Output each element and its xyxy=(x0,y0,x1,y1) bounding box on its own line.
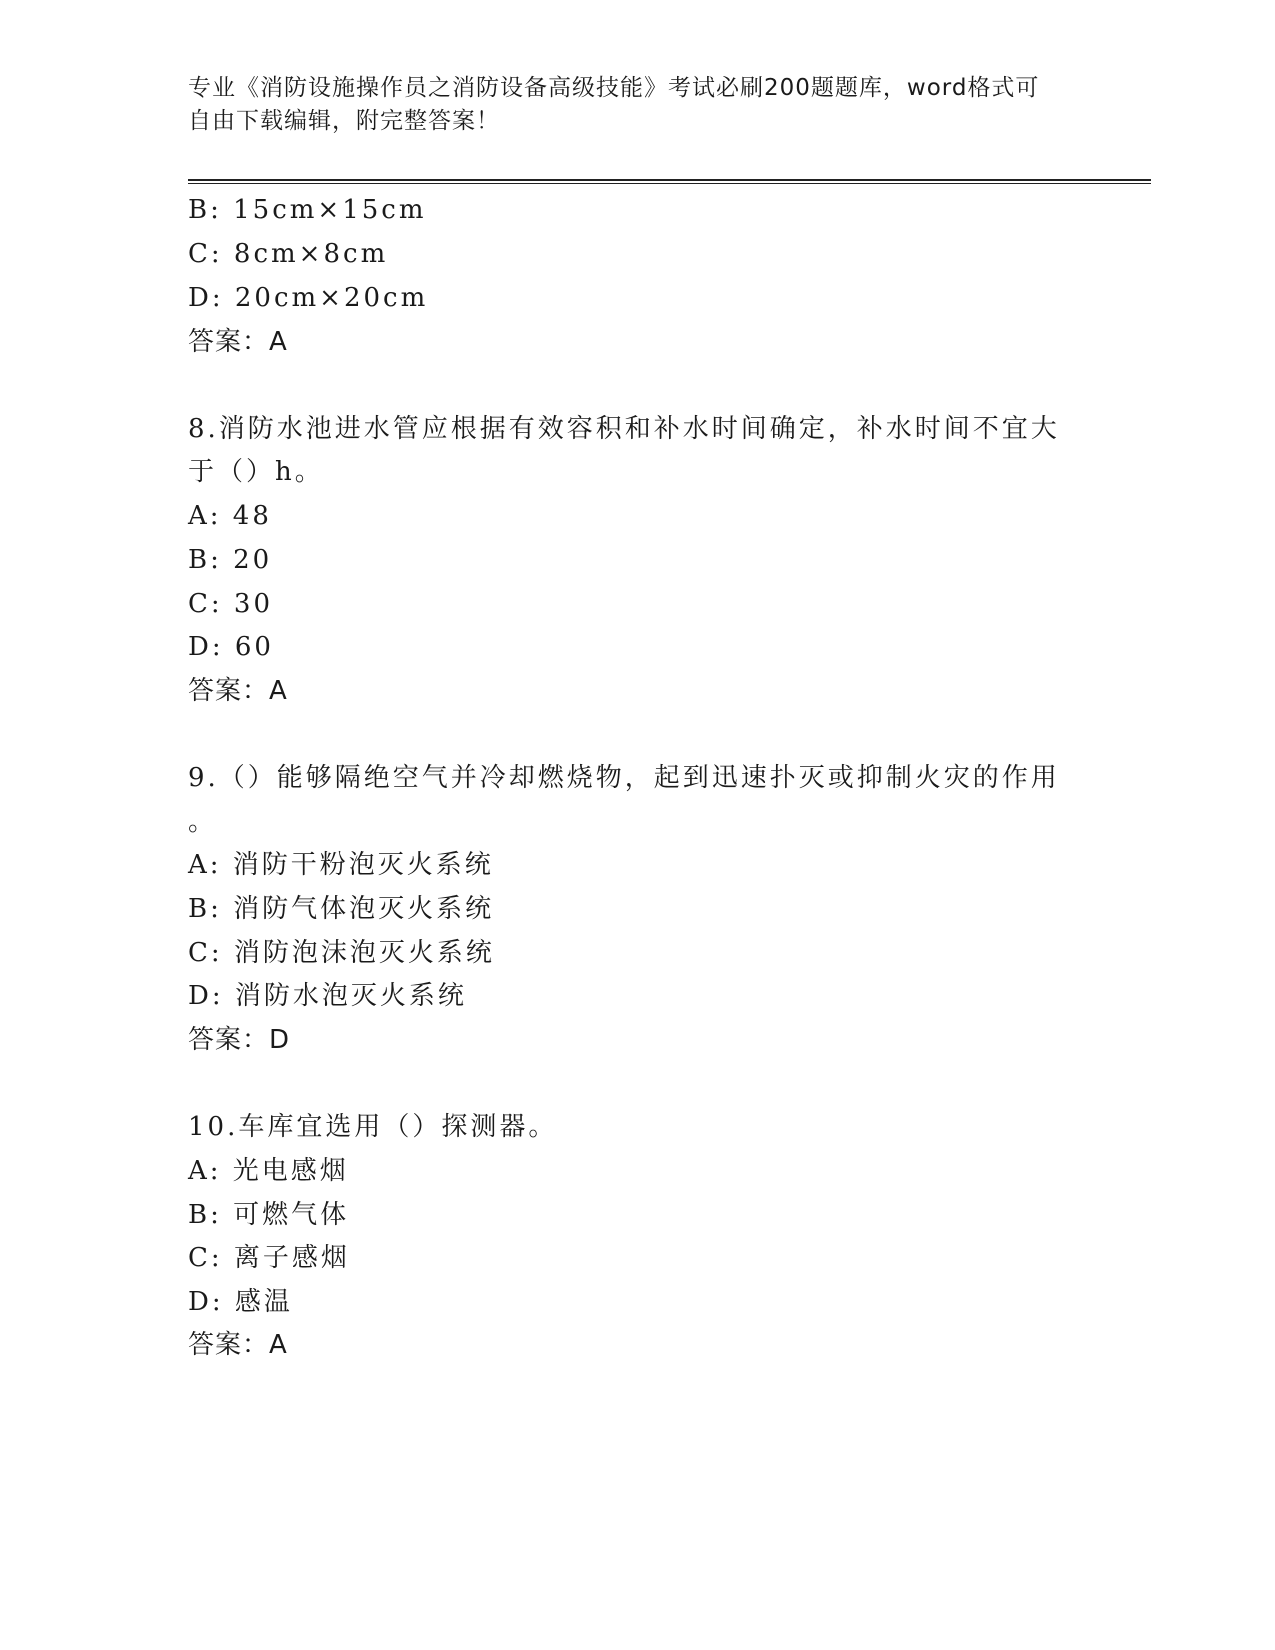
header-line-2: 自由下载编辑，附完整答案！ xyxy=(188,108,500,134)
q9-answer: 答案：D xyxy=(188,1025,291,1055)
q8-question-line-2: 于（）h。 xyxy=(188,457,324,487)
q8-option-c: C: 30 xyxy=(188,589,274,619)
q8-option-d: D: 60 xyxy=(188,632,274,662)
q10-option-d: D: 感温 xyxy=(188,1287,293,1317)
q9-option-c: C: 消防泡沫泡灭火系统 xyxy=(188,938,495,968)
q10-question-line-1: 10.车库宜选用（）探测器。 xyxy=(188,1112,558,1142)
q9-option-a: A: 消防干粉泡灭火系统 xyxy=(188,850,494,880)
q9-question-line-1: 9.（）能够隔绝空气并冷却燃烧物，起到迅速扑灭或抑制火灾的作用 xyxy=(188,763,1060,793)
q9-option-b: B: 消防气体泡灭火系统 xyxy=(188,894,495,924)
q8-option-b: B: 20 xyxy=(188,545,273,575)
q8-option-a: A: 48 xyxy=(188,501,272,531)
q7-option-c: C: 8cm×8cm xyxy=(188,239,389,269)
q10-option-c: C: 离子感烟 xyxy=(188,1243,350,1273)
q7-option-d: D: 20cm×20cm xyxy=(188,283,429,313)
header-rule-thick xyxy=(188,179,1151,181)
header-rule-thin xyxy=(188,183,1151,184)
q10-answer: 答案：A xyxy=(188,1330,288,1360)
header-line-1: 专业《消防设施操作员之消防设备高级技能》考试必刷200题题库，word格式可 xyxy=(188,75,1040,101)
q7-option-b: B: 15cm×15cm xyxy=(188,195,427,225)
q10-option-b: B: 可燃气体 xyxy=(188,1200,350,1230)
q7-answer: 答案：A xyxy=(188,327,288,357)
q9-question-line-2: 。 xyxy=(188,807,218,837)
q9-option-d: D: 消防水泡灭火系统 xyxy=(188,981,467,1011)
q8-question-line-1: 8.消防水池进水管应根据有效容积和补水时间确定，补水时间不宜大 xyxy=(188,414,1060,444)
q10-option-a: A: 光电感烟 xyxy=(188,1156,349,1186)
document-header xyxy=(188,72,1068,138)
q8-answer: 答案：A xyxy=(188,676,288,706)
